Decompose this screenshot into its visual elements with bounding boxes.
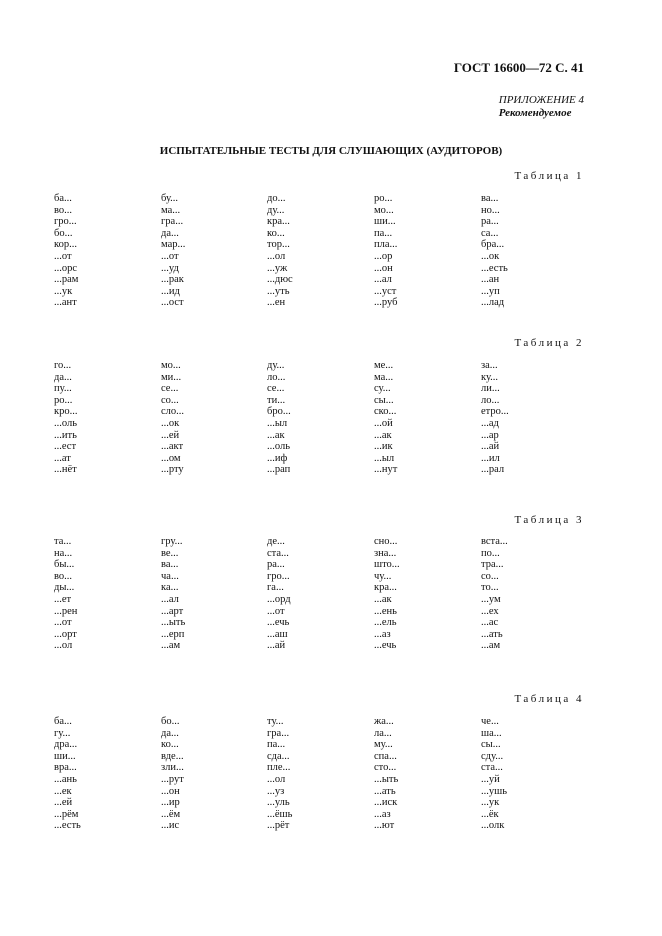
word-fragment: ...ют xyxy=(374,820,395,832)
word-fragment: ме... xyxy=(374,360,394,371)
word-fragment: ма... xyxy=(161,204,181,216)
word-fragment: ба... xyxy=(54,716,72,727)
word-fragment: мар... xyxy=(161,239,186,251)
word-fragment: ...орс xyxy=(54,262,78,274)
word-fragment: гро... xyxy=(267,570,290,582)
word-fragment: ма... xyxy=(374,371,394,383)
word-fragment: ...ечь xyxy=(267,617,290,629)
word-fragment: че... xyxy=(481,716,499,727)
word-fragment: ...уть xyxy=(267,285,290,297)
word-fragment: гру... xyxy=(161,536,183,547)
word-fragment: ...ен xyxy=(267,297,286,309)
word-fragment: ча... xyxy=(161,570,179,582)
word-fragment: ши... xyxy=(54,750,76,762)
word-fragment: пу... xyxy=(54,383,72,395)
word-fragment: ши... xyxy=(374,216,396,228)
word-fragment: вра... xyxy=(54,762,77,774)
word-fragment: ...иф xyxy=(267,452,288,464)
word-fragment: ко... xyxy=(161,739,179,751)
word-fragment: да... xyxy=(54,371,72,383)
word-fragment: ...ир xyxy=(161,797,180,809)
word-fragment: мо... xyxy=(161,360,181,371)
word-fragment: ...ор xyxy=(374,250,393,262)
word-fragment: ...орд xyxy=(267,593,291,605)
word-fragment: ды... xyxy=(54,582,75,594)
word-fragment: ...ыл xyxy=(267,417,288,429)
word-fragment: су... xyxy=(374,383,391,395)
word-fragment: ...ок xyxy=(481,250,500,262)
word-fragment: пла... xyxy=(374,239,398,251)
document-header: ГОСТ 16600—72 С. 41 xyxy=(453,60,584,75)
word-fragment: ...ок xyxy=(161,417,180,429)
word-fragment: ...ёшь xyxy=(267,808,293,820)
table-column xyxy=(374,360,474,476)
word-fragment: та... xyxy=(54,536,72,547)
table-column xyxy=(54,193,154,309)
word-fragment: ...оль xyxy=(54,417,78,429)
word-fragment: ...ай xyxy=(267,640,286,652)
table-column xyxy=(161,536,261,652)
table-column xyxy=(374,193,474,309)
word-fragment: ...уль xyxy=(267,797,290,809)
word-fragment: ту... xyxy=(267,716,284,727)
table-column xyxy=(161,716,261,832)
word-fragment: ...ерп xyxy=(161,628,185,640)
appendix-note: Рекомендуемое xyxy=(498,107,572,119)
word-fragment: ...ук xyxy=(54,285,73,297)
word-fragment: бо... xyxy=(161,716,180,727)
word-fragment: сло... xyxy=(161,406,185,418)
word-fragment: спа... xyxy=(374,750,397,762)
word-fragment: ...рап xyxy=(267,464,291,476)
word-fragment: ...оль xyxy=(267,441,291,453)
table-column xyxy=(481,360,581,476)
word-fragment: ...орт xyxy=(54,628,77,640)
word-fragment: ...ар xyxy=(481,429,499,441)
word-fragment: дра... xyxy=(54,739,78,751)
word-fragment: ...рал xyxy=(481,464,505,476)
word-fragment: кро... xyxy=(54,406,78,418)
word-fragment: ку... xyxy=(481,371,499,383)
table-column xyxy=(161,360,261,476)
word-fragment: ...уст xyxy=(374,285,397,297)
word-fragment: тор... xyxy=(267,239,290,251)
word-fragment: ...ад xyxy=(481,417,499,429)
word-fragment: гра... xyxy=(161,216,184,228)
table-caption: Таблица 2 xyxy=(514,337,584,349)
word-fragment: ...от xyxy=(161,250,179,262)
word-fragment: мо... xyxy=(374,204,394,216)
word-fragment: ба... xyxy=(54,193,72,204)
word-fragment: бо... xyxy=(54,227,73,239)
word-fragment: ...ить xyxy=(54,429,77,441)
table-column xyxy=(267,360,367,476)
word-fragment: ...олк xyxy=(481,820,505,832)
word-fragment: ...уд xyxy=(161,262,179,274)
word-fragment: ...ид xyxy=(161,285,180,297)
word-fragment: до... xyxy=(267,193,286,204)
word-fragment: ...рен xyxy=(54,605,78,617)
word-fragment: ...ечь xyxy=(374,640,397,652)
word-fragment: ...есть xyxy=(54,820,81,832)
word-fragment: ша... xyxy=(481,727,502,739)
word-fragment: ...от xyxy=(54,250,72,262)
table-caption: Таблица 4 xyxy=(514,693,584,705)
word-fragment: ...ать xyxy=(481,628,503,640)
word-fragment: ...он xyxy=(374,262,393,274)
table-column xyxy=(481,716,581,832)
word-fragment: ...ать xyxy=(374,785,396,797)
word-fragment: му... xyxy=(374,739,393,751)
word-fragment: ко... xyxy=(267,227,285,239)
table-caption: Таблица 3 xyxy=(514,514,584,526)
word-fragment: ра... xyxy=(267,559,285,571)
word-fragment: пле... xyxy=(267,762,291,774)
word-fragment: па... xyxy=(374,227,393,239)
word-fragment: ...рам xyxy=(54,274,79,286)
word-fragment: ...ак xyxy=(267,429,285,441)
word-fragment: ...аз xyxy=(374,808,391,820)
word-fragment: ...ом xyxy=(161,452,181,464)
word-fragment: ...от xyxy=(54,617,72,629)
word-fragment: ...иск xyxy=(374,797,398,809)
word-fragment: вде... xyxy=(161,750,184,762)
word-fragment: ...рут xyxy=(161,773,184,785)
word-fragment: ...рак xyxy=(161,274,184,286)
word-fragment: кра... xyxy=(267,216,290,228)
word-fragment: па... xyxy=(267,739,286,751)
word-fragment: сно... xyxy=(374,536,398,547)
word-fragment: ...ол xyxy=(54,640,73,652)
table-column xyxy=(267,536,367,652)
word-fragment: зли... xyxy=(161,762,184,774)
word-fragment: ве... xyxy=(161,547,179,559)
word-fragment: ста... xyxy=(267,547,289,559)
word-fragment: ...ам xyxy=(481,640,501,652)
table-column xyxy=(54,536,154,652)
word-fragment: ...ат xyxy=(54,452,71,464)
word-fragment: ...ой xyxy=(374,417,393,429)
word-fragment: бра... xyxy=(481,239,505,251)
word-fragment: ...ек xyxy=(54,785,72,797)
word-fragment: вста... xyxy=(481,536,508,547)
word-fragment: сы... xyxy=(481,739,501,751)
word-fragment: сда... xyxy=(267,750,290,762)
word-fragment: што... xyxy=(374,559,400,571)
word-fragment: ...уз xyxy=(267,785,285,797)
word-fragment: се... xyxy=(161,383,179,395)
word-fragment: гро... xyxy=(54,216,77,228)
word-fragment: ...ай xyxy=(481,441,500,453)
word-fragment: ...ум xyxy=(481,593,501,605)
word-fragment: сы... xyxy=(374,394,394,406)
word-fragment: ...ик xyxy=(374,441,393,453)
word-fragment: ло... xyxy=(267,371,286,383)
word-fragment: ...уп xyxy=(481,285,500,297)
word-fragment: ...рёт xyxy=(267,820,290,832)
word-fragment: ...ыть xyxy=(161,617,186,629)
word-fragment: де... xyxy=(267,536,285,547)
word-fragment: кор... xyxy=(54,239,77,251)
table-column xyxy=(374,536,474,652)
word-fragment: ...от xyxy=(267,605,285,617)
word-fragment: ...ол xyxy=(267,250,286,262)
word-fragment: ро... xyxy=(374,193,393,204)
word-fragment: по... xyxy=(481,547,500,559)
word-fragment: ...рём xyxy=(54,808,79,820)
word-fragment: чу... xyxy=(374,570,392,582)
word-fragment: ка... xyxy=(161,582,179,594)
table-column xyxy=(481,193,581,309)
word-fragment: ...ей xyxy=(161,429,180,441)
word-fragment: ско... xyxy=(374,406,397,418)
word-fragment: ...ант xyxy=(54,297,77,309)
word-fragment: са... xyxy=(481,227,499,239)
word-fragment: то... xyxy=(481,582,499,594)
word-fragment: ра... xyxy=(481,216,499,228)
word-fragment: ло... xyxy=(481,394,500,406)
word-fragment: ...ил xyxy=(481,452,500,464)
word-fragment: тра... xyxy=(481,559,504,571)
word-fragment: ...ис xyxy=(161,820,180,832)
word-fragment: бро... xyxy=(267,406,291,418)
table-column xyxy=(54,360,154,476)
word-fragment: ду... xyxy=(267,204,285,216)
word-fragment: ро... xyxy=(54,394,73,406)
word-fragment: ...он xyxy=(161,785,180,797)
word-fragment: ...ель xyxy=(374,617,397,629)
word-fragment: ти... xyxy=(267,394,286,406)
word-fragment: га... xyxy=(267,582,284,594)
word-fragment: ла... xyxy=(374,727,392,739)
word-fragment: ...ань xyxy=(54,773,77,785)
word-fragment: се... xyxy=(267,383,285,395)
table-column xyxy=(374,716,474,832)
table-column xyxy=(267,716,367,832)
word-fragment: во... xyxy=(54,204,73,216)
word-fragment: бу... xyxy=(161,193,179,204)
word-fragment: сду... xyxy=(481,750,504,762)
word-fragment: ва... xyxy=(481,193,499,204)
word-fragment: ли... xyxy=(481,383,500,395)
word-fragment: ...ал xyxy=(161,593,179,605)
word-fragment: ...руб xyxy=(374,297,398,309)
table-column xyxy=(161,193,261,309)
page-title: ИСПЫТАТЕЛЬНЫЕ ТЕСТЫ ДЛЯ СЛУШАЮЩИХ (АУДИТОРОВ) xyxy=(159,145,503,157)
word-fragment: да... xyxy=(161,727,179,739)
word-fragment: со... xyxy=(481,570,499,582)
word-fragment: ...ал xyxy=(374,274,392,286)
word-fragment: ...ас xyxy=(481,617,499,629)
word-fragment: жа... xyxy=(374,716,394,727)
word-fragment: гу... xyxy=(54,727,71,739)
word-fragment: ...ёк xyxy=(481,808,499,820)
word-fragment: ста... xyxy=(481,762,503,774)
appendix-label: ПРИЛОЖЕНИЕ 4 xyxy=(498,94,584,106)
word-fragment: гра... xyxy=(267,727,290,739)
word-fragment: ...дюс xyxy=(267,274,293,286)
word-fragment: ...есть xyxy=(481,262,508,274)
word-fragment: ...рту xyxy=(161,464,184,476)
word-fragment: на... xyxy=(54,547,73,559)
table-column xyxy=(267,193,367,309)
word-fragment: сто... xyxy=(374,762,397,774)
word-fragment: во... xyxy=(54,570,73,582)
word-fragment: ...нут xyxy=(374,464,398,476)
word-fragment: ...арт xyxy=(161,605,184,617)
word-fragment: ...ех xyxy=(481,605,499,617)
word-fragment: ...ушь xyxy=(481,785,507,797)
word-fragment: за... xyxy=(481,360,498,371)
word-fragment: ва... xyxy=(161,559,179,571)
word-fragment: ...ём xyxy=(161,808,181,820)
table-column xyxy=(481,536,581,652)
word-fragment: бы... xyxy=(54,559,75,571)
table-caption: Таблица 1 xyxy=(514,170,584,182)
word-fragment: ...ей xyxy=(54,797,73,809)
word-fragment: со... xyxy=(161,394,179,406)
word-fragment: ...ак xyxy=(374,593,392,605)
word-fragment: ...лад xyxy=(481,297,505,309)
word-fragment: ...ет xyxy=(54,593,72,605)
word-fragment: ...акт xyxy=(161,441,184,453)
word-fragment: го... xyxy=(54,360,72,371)
appendix-block xyxy=(499,94,584,120)
word-fragment: ...ан xyxy=(481,274,500,286)
word-fragment: ду... xyxy=(267,360,285,371)
word-fragment: ...нёт xyxy=(54,464,77,476)
word-fragment: да... xyxy=(161,227,179,239)
word-fragment: кра... xyxy=(374,582,397,594)
word-fragment: етро... xyxy=(481,406,509,418)
word-fragment: ...ост xyxy=(161,297,184,309)
word-fragment: ...уж xyxy=(267,262,288,274)
word-fragment: ...аз xyxy=(374,628,391,640)
word-fragment: ми... xyxy=(161,371,182,383)
word-fragment: зна... xyxy=(374,547,397,559)
word-fragment: ...ест xyxy=(54,441,77,453)
word-fragment: ...ыл xyxy=(374,452,395,464)
word-fragment: ...ол xyxy=(267,773,286,785)
word-fragment: ...уй xyxy=(481,773,500,785)
word-fragment: но... xyxy=(481,204,500,216)
word-fragment: ...ень xyxy=(374,605,397,617)
word-fragment: ...ук xyxy=(481,797,500,809)
word-fragment: ...ам xyxy=(161,640,181,652)
word-fragment: ...ыть xyxy=(374,773,399,785)
word-fragment: ...ак xyxy=(374,429,392,441)
word-fragment: ...аш xyxy=(267,628,288,640)
table-column xyxy=(54,716,154,832)
